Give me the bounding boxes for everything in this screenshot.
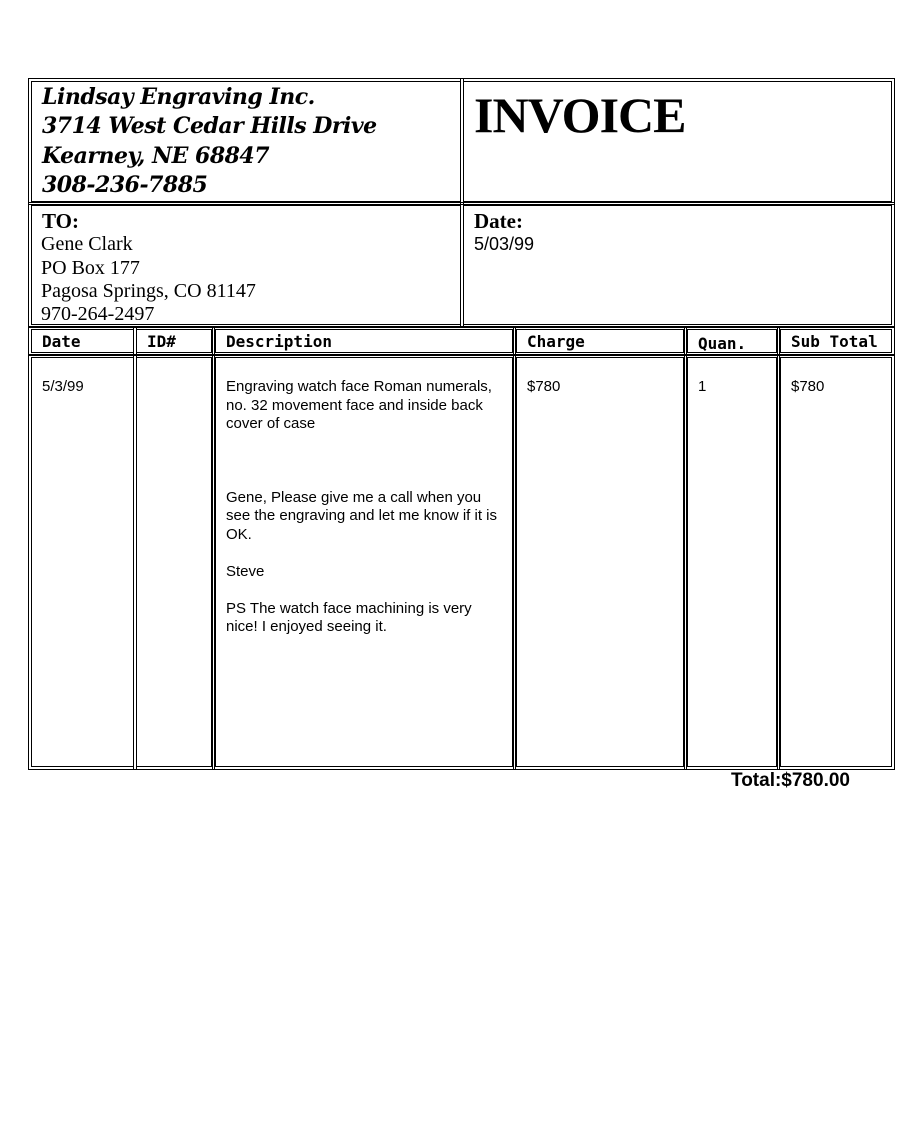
header-date: Date (31, 329, 134, 353)
description-line: Engraving watch face Roman numerals, no. 32 movement face and inside back cover of case (226, 378, 492, 432)
company-phone: 308-236-7885 (42, 172, 208, 198)
invoice-total: Total:$780.00 (731, 770, 850, 791)
company-city: Kearney, NE 68847 (42, 143, 270, 169)
header-charge: Charge (516, 329, 684, 353)
row-id (136, 357, 212, 767)
header-quan: Quan. (687, 329, 777, 353)
header-id: ID# (136, 329, 212, 353)
bill-to-box (31, 205, 461, 325)
bill-to-address2: Pagosa Springs, CO 81147 (41, 280, 256, 302)
invoice-date-label: Date: (474, 209, 523, 233)
bill-to-name: Gene Clark (41, 233, 133, 255)
row-date: 5/3/99 (31, 357, 134, 767)
description-postscript: PS The watch face machining is very nice! I enjoyed seeing it. (226, 599, 472, 635)
description-signature: Steve (226, 562, 265, 580)
bill-to-address1: PO Box 177 (41, 257, 140, 279)
row-quan: 1 (687, 357, 777, 767)
company-name: Lindsay Engraving Inc. (42, 84, 315, 110)
invoice-title-box (463, 81, 892, 202)
header-subtotal: Sub Total (780, 329, 892, 353)
invoice-date-value: 5/03/99 (474, 234, 535, 254)
company-info-box (31, 81, 461, 202)
row-subtotal: $780 (780, 357, 892, 767)
bill-to-label: TO: (42, 209, 79, 233)
row-charge: $780 (516, 357, 684, 767)
description-note: Gene, Please give me a call when you see the engraving and let me know if it is OK. (226, 488, 497, 543)
header-description: Description (215, 329, 513, 353)
bill-to-phone: 970-264-2497 (41, 303, 155, 325)
invoice-title: INVOICE (474, 87, 686, 143)
row-description (215, 357, 513, 767)
company-street: 3714 West Cedar Hills Drive (42, 113, 377, 139)
invoice-date-box (463, 205, 892, 325)
